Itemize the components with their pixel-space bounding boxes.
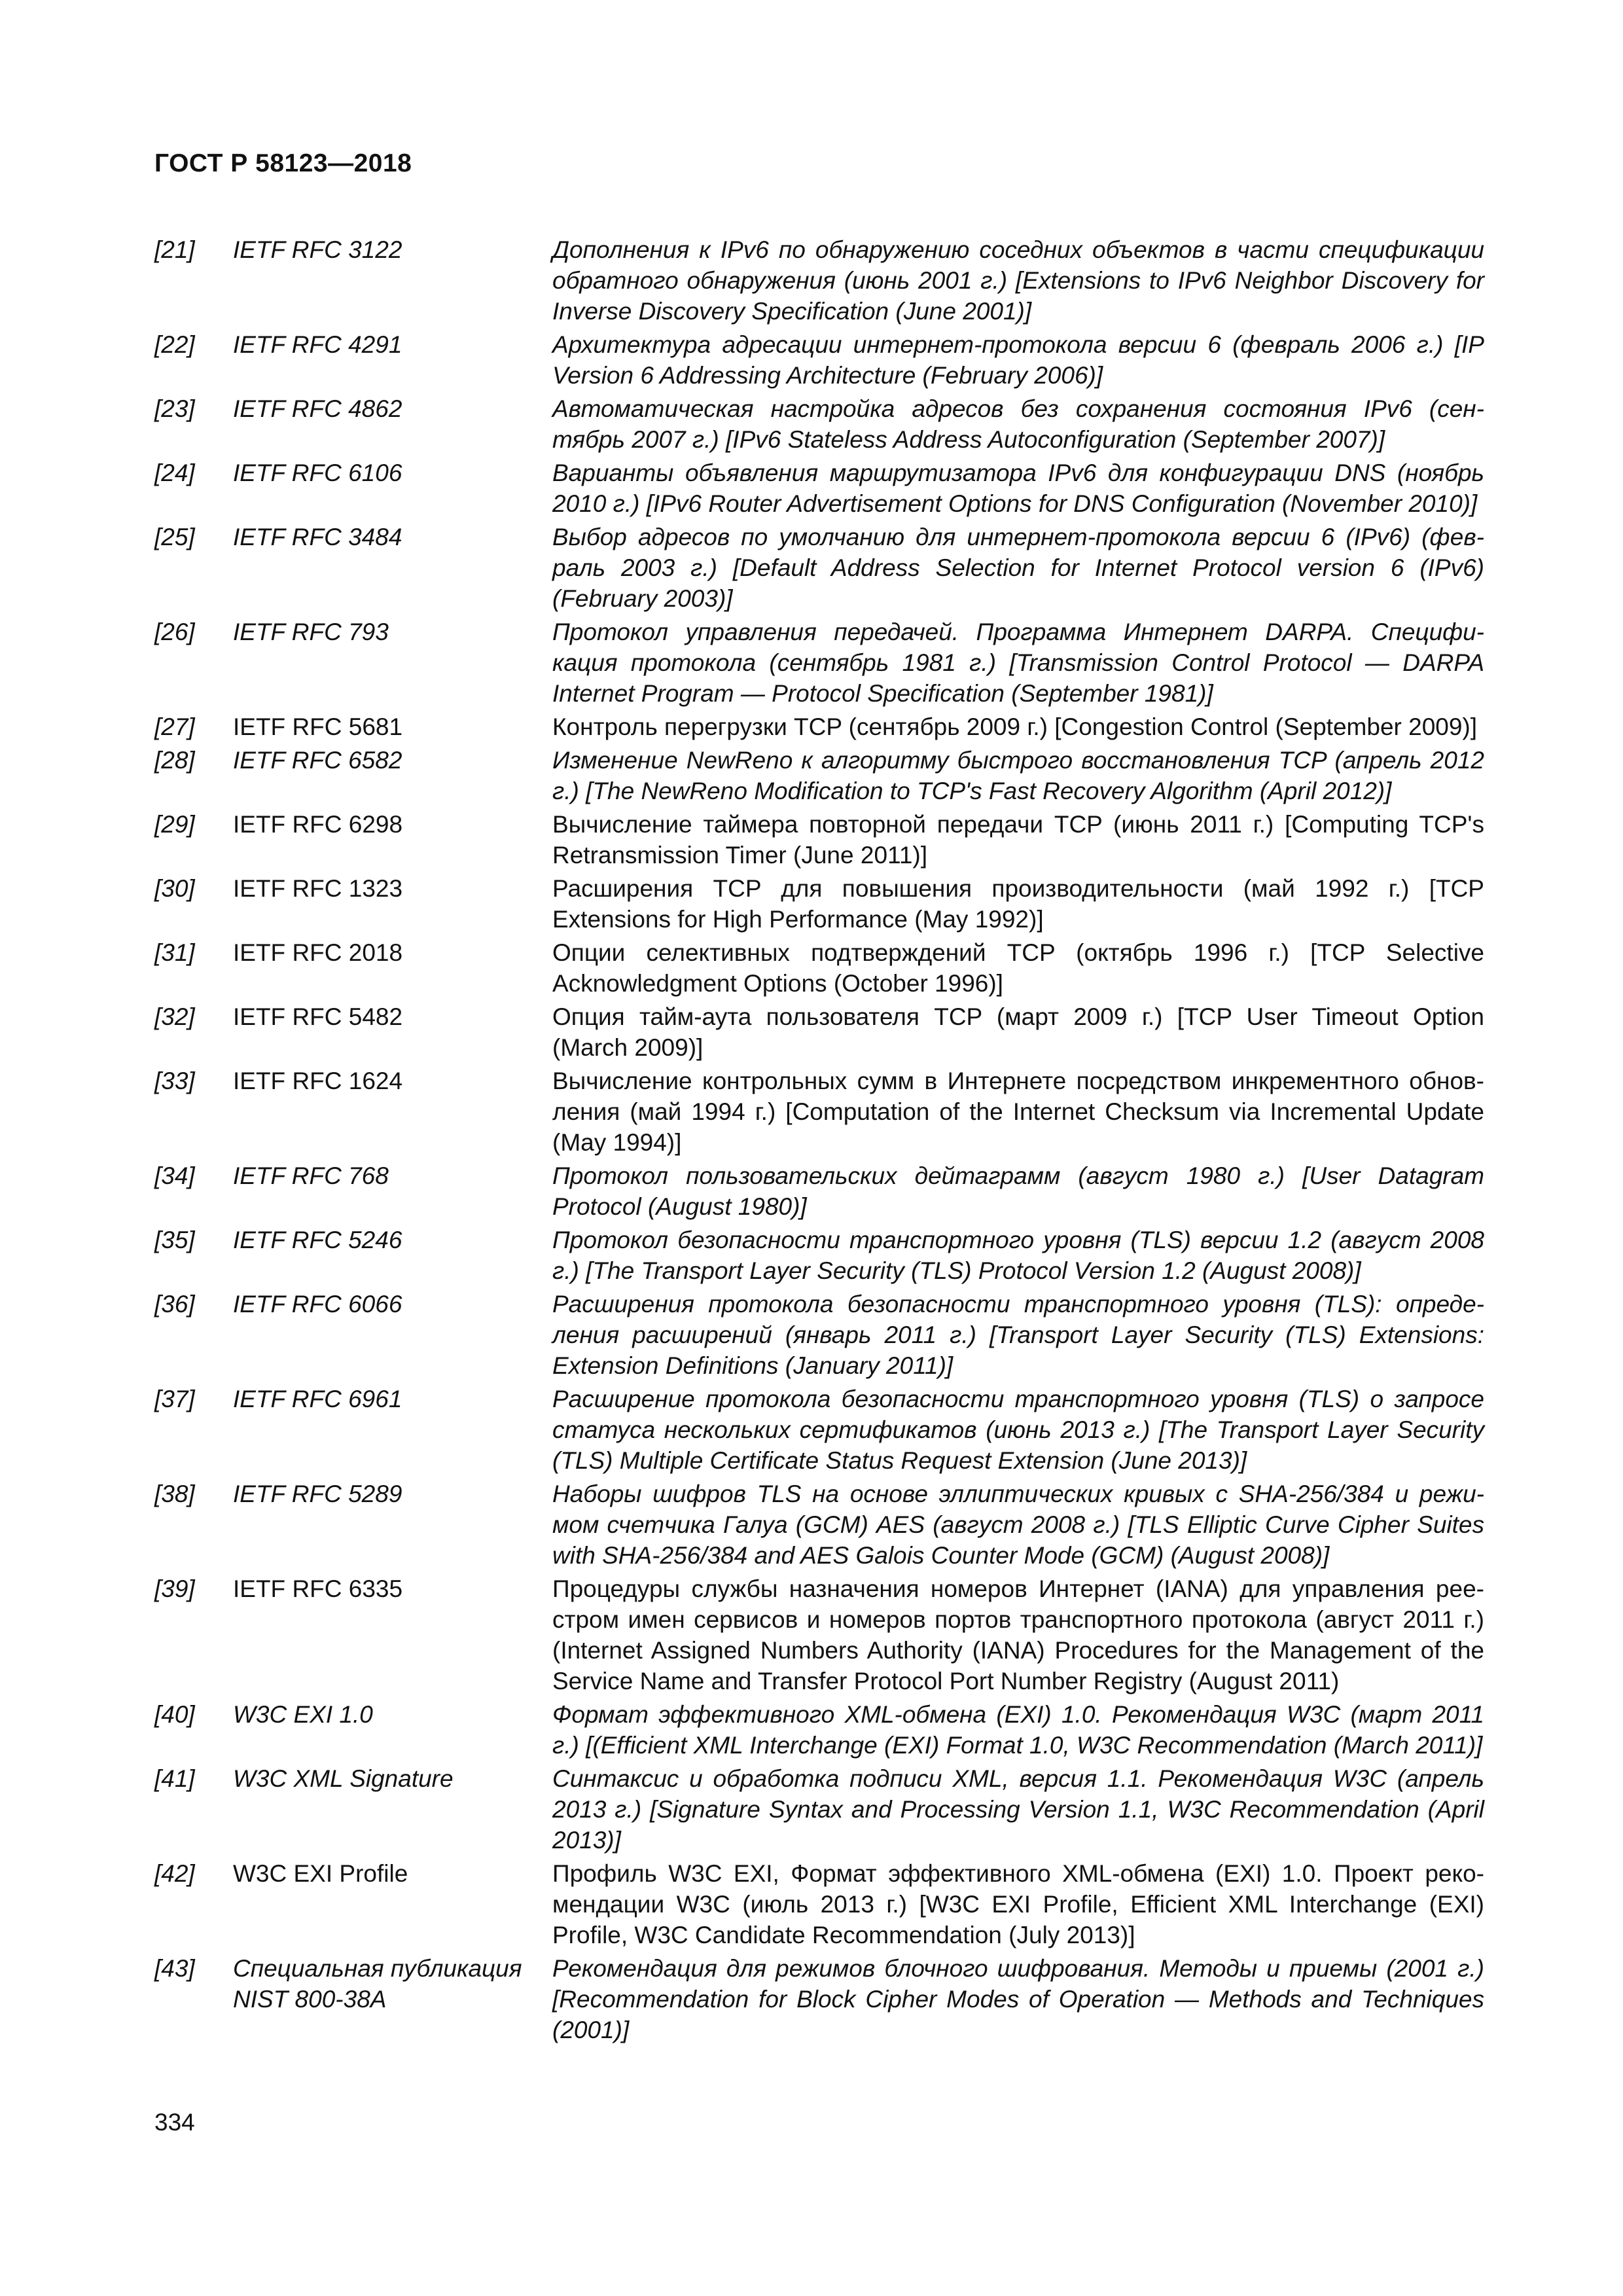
reference-designation: IETF RFC 3484 (233, 524, 402, 550)
reference-item (154, 745, 1484, 806)
reference-designation: IETF RFC 4862 (233, 395, 402, 422)
reference-designation: W3C EXI 1.0 (233, 1701, 373, 1728)
reference-designation: IETF RFC 5681 (233, 713, 403, 740)
reference-item (154, 937, 1484, 999)
reference-number: [43] (154, 1955, 195, 1982)
reference-title: Процедуры службы назначения номеров Интернет (IANA) для управления рее-стром имен сервисов и номеров портов транспортного протокола (август 2011 г.) (Internet Assigned Numbers Authority (IANA) Procedures for the Management of the Service Name and Transfer Protocol Port Number Registry (August 2011) (552, 1575, 1484, 1695)
reference-title: Вычисление контрольных сумм в Интернете посредством инкрементного обнов-ления (май 1994 г.) [Computation of the Internet Checksum via Incremental Update (May 1994)] (552, 1067, 1484, 1156)
reference-designation: IETF RFC 768 (233, 1162, 389, 1189)
reference-item (154, 1858, 1484, 1950)
reference-title: Расширение протокола безопасности транспортного уровня (TLS) о запросе статуса нескольких сертификатов (июнь 2013 г.) [The Transport Layer Security (TLS) Multiple Certificate Status Request Extension (June 2013)] (552, 1386, 1484, 1474)
reference-number: [28] (154, 747, 195, 774)
reference-number: [24] (154, 459, 195, 486)
reference-item (154, 1160, 1484, 1222)
reference-designation: IETF RFC 4291 (233, 331, 402, 358)
reference-title: Выбор адресов по умолчанию для интернет-протокола версии 6 (IPv6) (фев-раль 2003 г.) [Default Address Selection for Internet Protocol version 6 (IPv6) (February 2003)] (552, 524, 1484, 612)
reference-item (154, 1479, 1484, 1571)
reference-number: [41] (154, 1765, 195, 1792)
reference-item (154, 809, 1484, 870)
reference-number: [34] (154, 1162, 195, 1189)
reference-title: Рекомендация для режимов блочного шифрования. Методы и приемы (2001 г.) [Recommendation for Block Cipher Modes of Operation — Methods and Techniques (2001)] (552, 1955, 1484, 2043)
reference-designation: IETF RFC 5246 (233, 1227, 402, 1253)
reference-title: Дополнения к IPv6 по обнаружению соседних объектов в части спецификации обратного обнаружения (июнь 2001 г.) [Extensions to IPv6 Neighbor Discovery for Inverse Discovery Specification (June 2001)] (552, 236, 1484, 325)
reference-title: Расширения протокола безопасности транспортного уровня (TLS): опреде-ления расширений (январь 2011 г.) [Transport Layer Security (TLS) Extensions: Extension Definitions (January 2011)] (552, 1291, 1484, 1379)
reference-designation: W3C EXI Profile (233, 1860, 408, 1887)
reference-item (154, 873, 1484, 935)
reference-title: Синтаксис и обработка подписи XML, версия 1.1. Рекомендация W3C (апрель 2013 г.) [Signature Syntax and Processing Version 1.1, W3C Recommendation (April 2013)] (552, 1765, 1484, 1854)
reference-number: [27] (154, 713, 195, 740)
reference-item (154, 1289, 1484, 1381)
reference-title: Опция тайм-аута пользователя TCP (март 2009 г.) [TCP User Timeout Option (March 2009)] (552, 1003, 1484, 1061)
reference-number: [36] (154, 1291, 195, 1318)
reference-item (154, 393, 1484, 455)
reference-item (154, 329, 1484, 391)
reference-item (154, 617, 1484, 709)
reference-designation: W3C XML Signature (233, 1765, 454, 1792)
reference-title: Формат эффективного XML-обмена (EXI) 1.0. Рекомендация W3C (март 2011 г.) [(Efficient XML Interchange (EXI) Format 1.0, W3C Recommendation (March 2011)] (552, 1701, 1484, 1759)
reference-designation: IETF RFC 6582 (233, 747, 402, 774)
reference-title: Контроль перегрузки TCP (сентябрь 2009 г.) [Congestion Control (September 2009)] (552, 713, 1478, 740)
reference-item (154, 1763, 1484, 1856)
reference-item (154, 457, 1484, 519)
reference-title: Автоматическая настройка адресов без сохранения состояния IPv6 (сен-тябрь 2007 г.) [IPv6 Stateless Address Autoconfiguration (September 2007)] (552, 395, 1484, 453)
reference-designation: IETF RFC 5482 (233, 1003, 403, 1030)
reference-number: [42] (154, 1860, 195, 1887)
reference-number: [35] (154, 1227, 195, 1253)
reference-item (154, 1066, 1484, 1158)
reference-designation: IETF RFC 6961 (233, 1386, 402, 1412)
reference-number: [38] (154, 1480, 195, 1507)
reference-number: [29] (154, 811, 195, 838)
reference-designation: IETF RFC 2018 (233, 939, 403, 966)
reference-title: Протокол управления передачей. Программа Интернет DARPA. Специфи-кация протокола (сентябрь 1981 г.) [Transmission Control Protocol — DARPA Internet Program — Protocol Specification (September 1981)] (552, 619, 1484, 707)
reference-designation: IETF RFC 6106 (233, 459, 402, 486)
reference-title: Протокол безопасности транспортного уровня (TLS) версии 1.2 (август 2008 г.) [The Transport Layer Security (TLS) Protocol Version 1.2 (August 2008)] (552, 1227, 1484, 1284)
reference-number: [40] (154, 1701, 195, 1728)
reference-title: Профиль W3C EXI, Формат эффективного XML-обмена (EXI) 1.0. Проект реко-мендации W3C (июль 2013 г.) [W3C EXI Profile, Efficient XML Interchange (EXI) Profile, W3C Candidate Recommendation (July 2013)] (552, 1860, 1484, 1948)
reference-title: Расширения TCP для повышения производительности (май 1992 г.) [TCP Extensions for High Performance (May 1992)] (552, 875, 1484, 933)
reference-number: [33] (154, 1067, 195, 1094)
reference-designation: IETF RFC 6335 (233, 1575, 403, 1602)
reference-item (154, 1001, 1484, 1063)
reference-number: [22] (154, 331, 195, 358)
reference-number: [25] (154, 524, 195, 550)
reference-number: [21] (154, 236, 195, 263)
reference-designation: IETF RFC 6298 (233, 811, 403, 838)
reference-title: Опции селективных подтверждений TCP (октябрь 1996 г.) [TCP Selective Acknowledgment Options (October 1996)] (552, 939, 1484, 997)
reference-number: [37] (154, 1386, 195, 1412)
reference-number: [23] (154, 395, 195, 422)
reference-list (154, 234, 1484, 2048)
reference-item (154, 711, 1484, 742)
reference-designation: IETF RFC 1624 (233, 1067, 403, 1094)
reference-designation: IETF RFC 5289 (233, 1480, 402, 1507)
reference-designation: IETF RFC 1323 (233, 875, 403, 902)
reference-number: [26] (154, 619, 195, 645)
reference-title: Архитектура адресации интернет-протокола версии 6 (февраль 2006 г.) [IP Version 6 Addressing Architecture (February 2006)] (552, 331, 1484, 389)
reference-item (154, 1573, 1484, 1696)
reference-number: [31] (154, 939, 195, 966)
reference-title: Вычисление таймера повторной передачи TCP (июнь 2011 г.) [Computing TCP's Retransmission Timer (June 2011)] (552, 811, 1484, 869)
reference-item (154, 522, 1484, 614)
reference-title: Наборы шифров TLS на основе эллиптических кривых с SHA-256/384 и режи-мом счетчика Галуа (GCM) AES (август 2008 г.) [TLS Elliptic Curve Cipher Suites with SHA-256/384 and AES Galois Counter Mode (GCM) (August 2008)] (552, 1480, 1484, 1569)
reference-number: [39] (154, 1575, 195, 1602)
reference-number: [30] (154, 875, 195, 902)
reference-title: Изменение NewReno к алгоритму быстрого восстановления TCP (апрель 2012 г.) [The NewReno Modification to TCP's Fast Recovery Algorithm (April 2012)] (552, 747, 1484, 804)
reference-designation: IETF RFC 3122 (233, 236, 402, 263)
reference-designation: IETF RFC 6066 (233, 1291, 402, 1318)
reference-item (154, 234, 1484, 327)
reference-number: [32] (154, 1003, 195, 1030)
reference-designation: IETF RFC 793 (233, 619, 389, 645)
page-number: 334 (154, 2109, 195, 2136)
reference-item (154, 1384, 1484, 1476)
reference-title: Варианты объявления маршрутизатора IPv6 для конфигурации DNS (ноябрь 2010 г.) [IPv6 Router Advertisement Options for DNS Configuration (November 2010)] (552, 459, 1484, 517)
reference-title: Протокол пользовательских дейтаграмм (август 1980 г.) [User Datagram Protocol (August 1980)] (552, 1162, 1484, 1220)
reference-designation: Специальная публикация NIST 800-38A (233, 1955, 522, 2013)
reference-item (154, 1225, 1484, 1286)
reference-item (154, 1953, 1484, 2045)
reference-item (154, 1699, 1484, 1761)
document-header: ГОСТ Р 58123—2018 (154, 149, 412, 177)
